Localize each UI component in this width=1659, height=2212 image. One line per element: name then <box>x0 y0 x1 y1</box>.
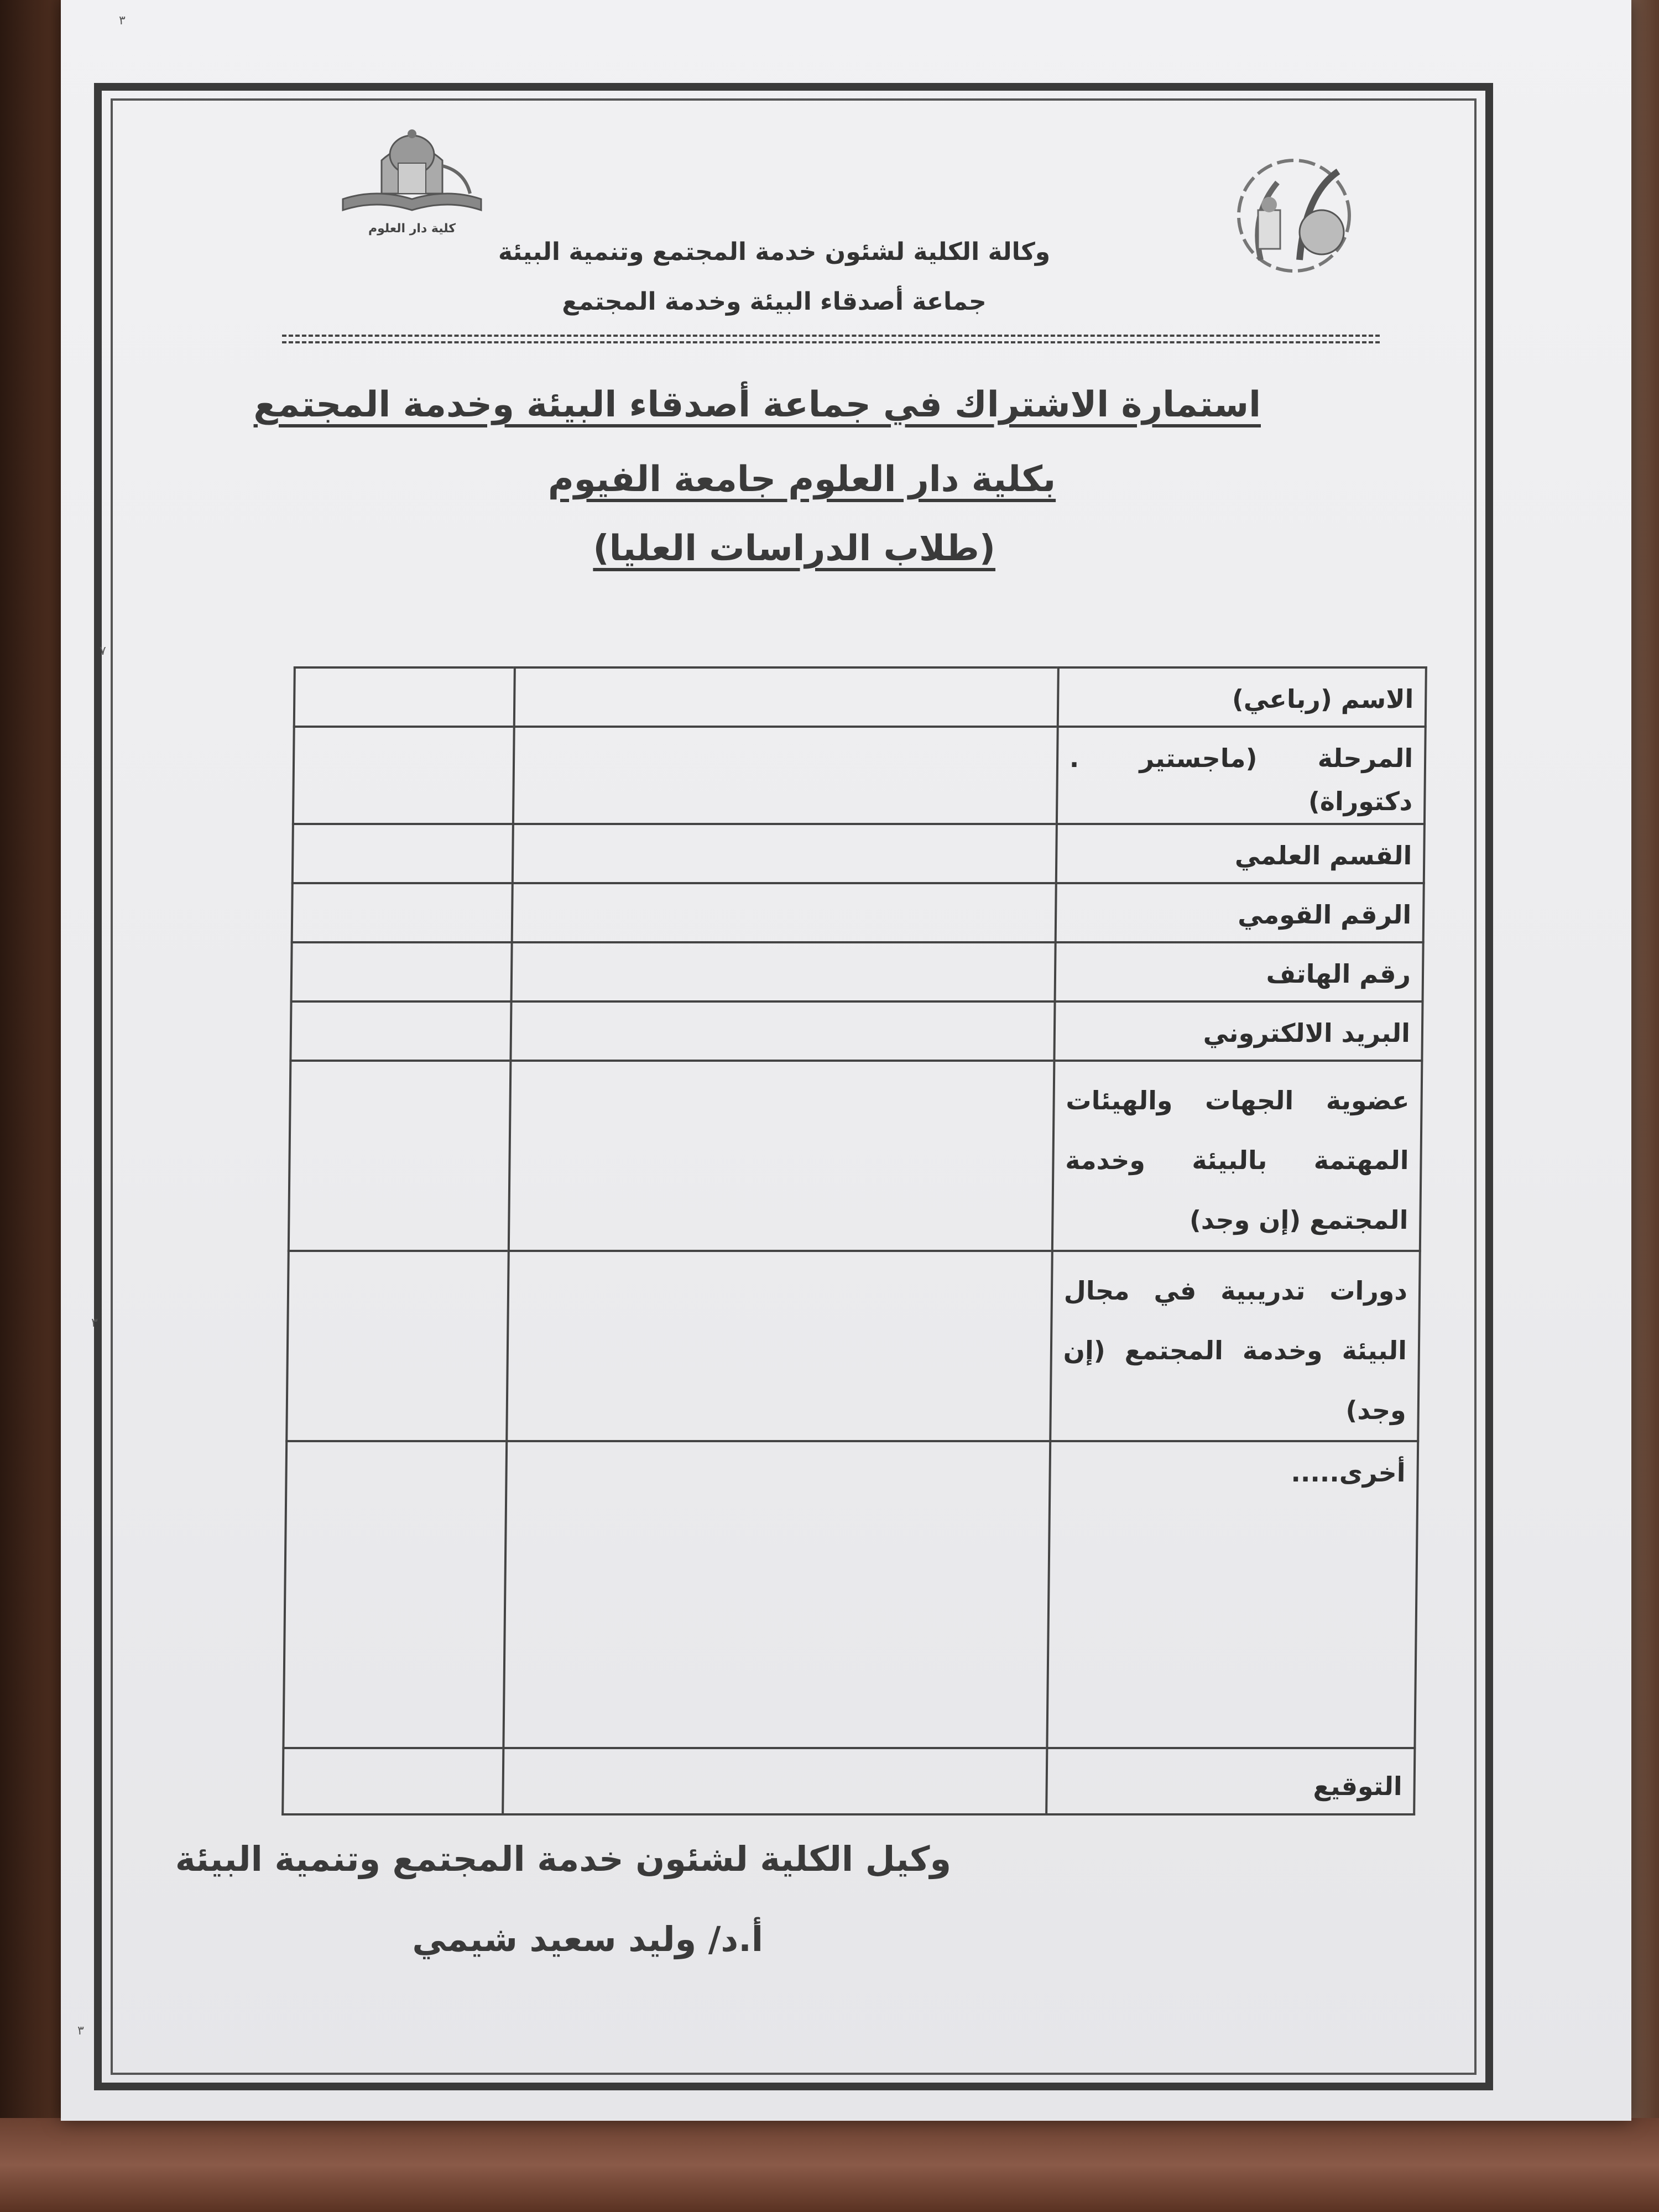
memberships-field-extra[interactable] <box>289 1061 511 1251</box>
department-field-extra[interactable] <box>293 824 513 883</box>
row-label-memberships: عضوية الجهات والهيئات المهتمة بالبيئة وخدمة المجتمع (إن وجد) <box>1052 1061 1422 1251</box>
faculty-logo-icon <box>332 122 492 238</box>
national-id-field[interactable] <box>512 883 1056 942</box>
table-row <box>286 1251 1420 1441</box>
signature-field-extra[interactable] <box>283 1748 503 1814</box>
email-field[interactable] <box>511 1001 1055 1061</box>
header-society-line: جماعة أصدقاء البيئة وخدمة المجتمع <box>562 288 987 316</box>
row-label-other: أخرى..... <box>1047 1441 1418 1748</box>
row-label-training: دورات تدريبية في مجال البيئة وخدمة المجتمع (إن وجد) <box>1050 1251 1420 1441</box>
memberships-field[interactable] <box>509 1061 1054 1251</box>
table-row <box>289 1061 1422 1251</box>
name-field-extra[interactable] <box>294 667 515 727</box>
department-field[interactable] <box>513 824 1057 883</box>
table-row <box>291 942 1423 1001</box>
row-label-national-id: الرقم القومي <box>1055 883 1423 942</box>
signature-field[interactable] <box>503 1748 1047 1814</box>
table-row <box>293 727 1426 824</box>
row-label-name: الاسم (رباعي) <box>1058 667 1426 727</box>
background-bottom-edge <box>0 2118 1659 2212</box>
stage-field-extra[interactable] <box>293 727 514 824</box>
row-label-email: البريد الالكتروني <box>1054 1001 1422 1061</box>
row-label-stage: المرحلة (ماجستير . دكتوراة) <box>1057 727 1426 824</box>
header-agency-line: وكالة الكلية لشئون خدمة المجتمع وتنمية البيئة <box>498 238 1051 266</box>
training-field-extra[interactable] <box>286 1251 509 1441</box>
table-row <box>293 824 1425 883</box>
other-field[interactable] <box>504 1441 1050 1748</box>
national-id-field-extra[interactable] <box>292 883 513 942</box>
faculty-logo-caption: كلية دار العلوم <box>368 222 456 236</box>
table-row <box>283 1441 1418 1748</box>
other-field-extra[interactable] <box>283 1441 507 1748</box>
margin-mark: ٧ <box>100 644 106 658</box>
row-label-phone: رقم الهاتف <box>1055 942 1423 1001</box>
table-row <box>290 1001 1422 1061</box>
phone-field[interactable] <box>512 942 1056 1001</box>
form-audience: (طلاب الدراسات العليا) <box>593 528 995 569</box>
margin-mark: ٣ <box>91 1316 98 1330</box>
email-field-extra[interactable] <box>290 1001 511 1061</box>
form-title: استمارة الاشتراك في جماعة أصدقاء البيئة وخدمة المجتمع <box>253 384 1261 425</box>
row-label-department: القسم العلمي <box>1056 824 1425 883</box>
registration-form-table <box>281 666 1427 1815</box>
name-field[interactable] <box>514 667 1058 727</box>
footer-signatory-title: وكيل الكلية لشئون خدمة المجتمع وتنمية البيئة <box>175 1839 951 1879</box>
society-logo-icon <box>1228 149 1360 282</box>
footer-signatory-name: أ.د/ وليد سعيد شيمي <box>412 1919 763 1959</box>
phone-field-extra[interactable] <box>291 942 512 1001</box>
margin-mark: ٣ <box>77 2024 84 2038</box>
table-row <box>292 883 1424 942</box>
row-label-signature: التوقيع <box>1046 1748 1415 1814</box>
corner-mark: ٣ <box>119 14 126 28</box>
training-field[interactable] <box>507 1251 1052 1441</box>
table-row <box>283 1748 1415 1814</box>
header-divider <box>282 335 1380 343</box>
table-row <box>294 667 1426 727</box>
form-subtitle: بكلية دار العلوم جامعة الفيوم <box>547 459 1056 500</box>
stage-field[interactable] <box>513 727 1058 824</box>
